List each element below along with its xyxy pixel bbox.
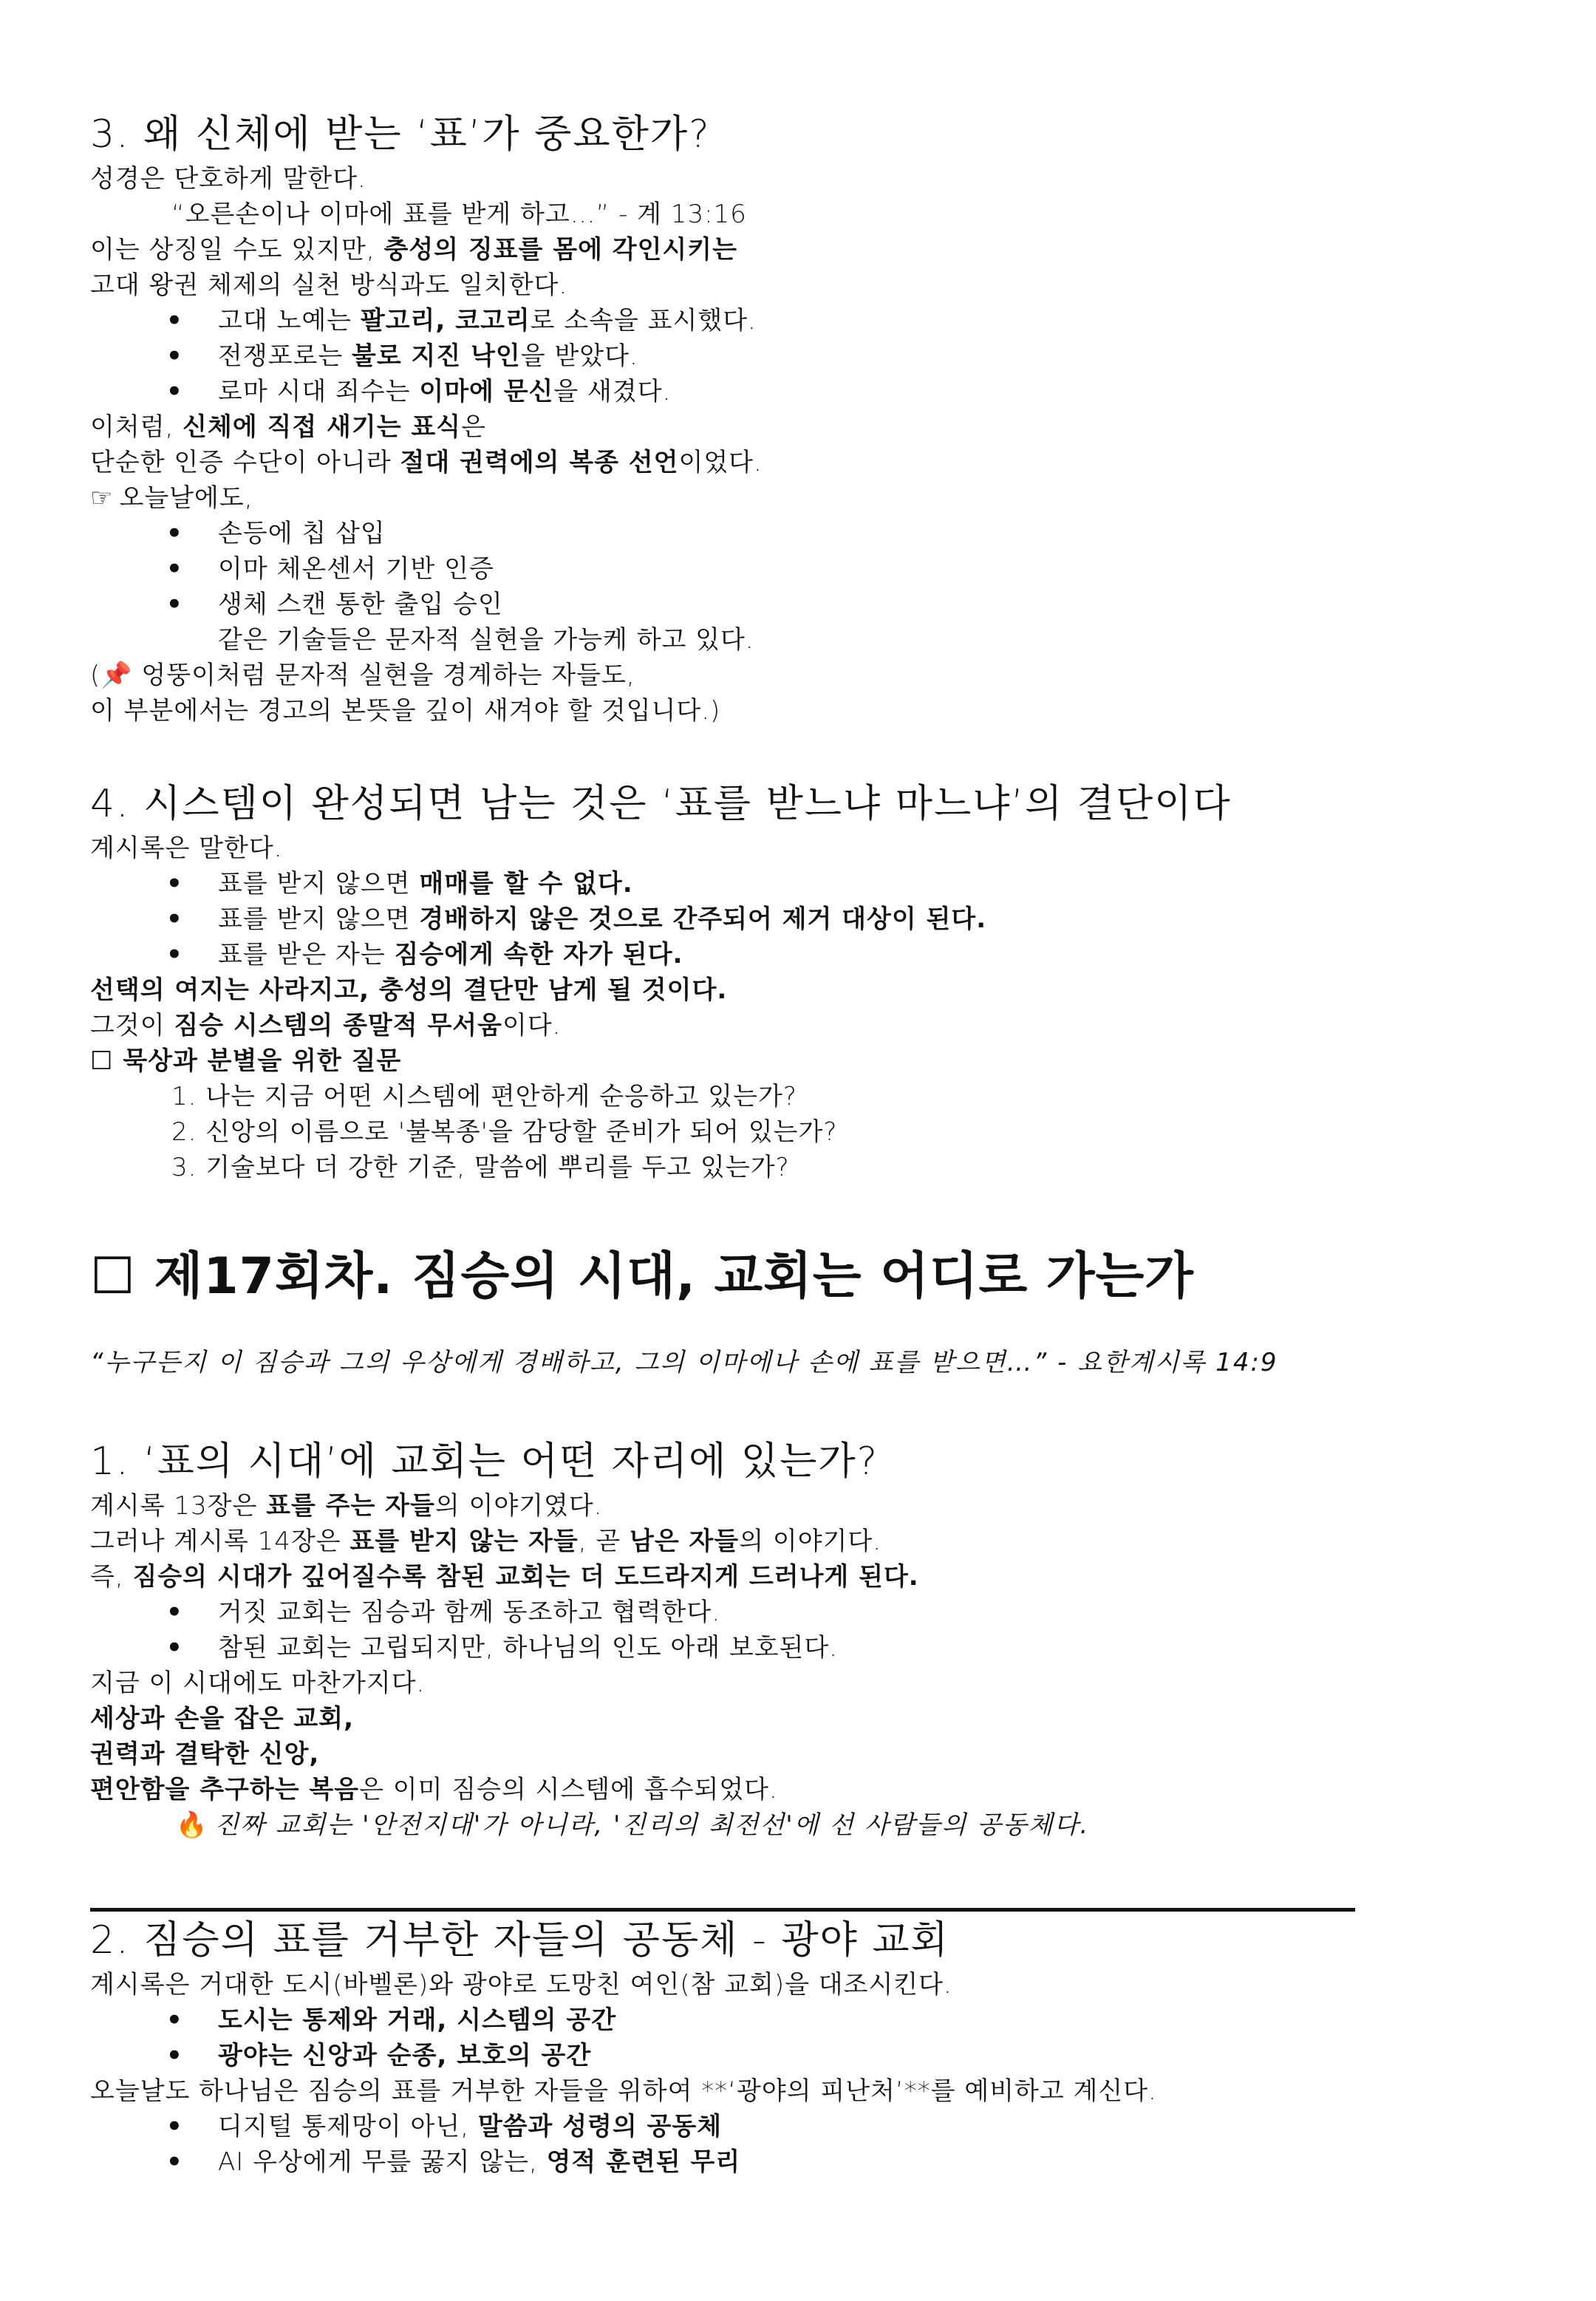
paragraph: 단순한 인증 수단이 아니라 절대 권력에의 복종 선언이었다. xyxy=(90,448,763,477)
note: 이 부분에서는 경고의 본뜻을 깊이 새겨야 할 것입니다.) xyxy=(90,696,721,726)
paragraph: 세상과 손을 잡은 교회, xyxy=(90,1704,355,1734)
paragraph: 고대 왕권 체제의 실천 방식과도 일치한다. xyxy=(90,270,568,300)
paragraph: 즉, 짐승의 시대가 깊어질수록 참된 교회는 더 도드라지게 드러나게 된다. xyxy=(90,1562,919,1592)
paragraph: 선택의 여지는 사라지고, 충성의 결단만 남게 될 것이다. xyxy=(90,975,728,1005)
list-item: • 손등에 칩 삽입 xyxy=(218,516,386,551)
list-item: • 이마 체온센서 기반 인증 xyxy=(218,551,494,587)
paragraph: 계시록 13장은 표를 주는 자들의 이야기였다. xyxy=(90,1491,603,1521)
section-divider xyxy=(90,1908,1355,1912)
list-item: • 로마 시대 죄수는 이마에 문신을 새겼다. xyxy=(218,374,671,409)
subsection-1-heading: 1. ‘표의 시대’에 교회는 어떤 자리에 있는가? xyxy=(90,1439,879,1484)
paragraph: 그러나 계시록 14장은 표를 받지 않는 자들, 곧 남은 자들의 이야기다. xyxy=(90,1527,882,1556)
fire-icon: 🔥 xyxy=(176,1810,209,1840)
episode-title: ☐ 제17회차. 짐승의 시대, 교회는 어디로 가는가 xyxy=(90,1247,1194,1306)
subsection-2-heading: 2. 짐승의 표를 거부한 자들의 공동체 - 광야 교회 xyxy=(90,1918,949,1963)
paragraph: 편안함을 추구하는 복음은 이미 짐승의 시스템에 흡수되었다. xyxy=(90,1775,778,1804)
pushpin-icon: 📌 xyxy=(100,661,133,690)
list-item: • 거짓 교회는 짐승과 함께 동조하고 협력한다. xyxy=(218,1595,720,1630)
list-item: • 고대 노예는 팔고리, 코고리로 소속을 표시했다. xyxy=(218,303,757,338)
paragraph: ☞ 오늘날에도, xyxy=(90,480,253,516)
list-item: • 광야는 신앙과 순종, 보호의 공간 xyxy=(218,2038,591,2073)
note: (📌 엉뚱이처럼 문자적 실현을 경계하는 자들도, xyxy=(90,661,635,690)
paragraph: 권력과 결탁한 신앙, xyxy=(90,1739,320,1769)
list-item: • 생체 스캔 통한 출입 승인 xyxy=(218,587,503,622)
section-4-heading: 4. 시스템이 완성되면 남는 것은 ‘표를 받느냐 마느냐’의 결단이다 xyxy=(90,782,1232,826)
question-heading: ☐ 묵상과 분별을 위한 질문 xyxy=(90,1046,402,1076)
paragraph: 지금 이 시대에도 마찬가지다. xyxy=(90,1668,426,1698)
list-item: • 도시는 통제와 거래, 시스템의 공간 xyxy=(218,2002,616,2038)
paragraph: 계시록은 말한다. xyxy=(90,834,283,863)
paragraph: 같은 기술들은 문자적 실현을 가능케 하고 있다. xyxy=(218,625,754,655)
scripture-quote: “오른손이나 이마에 표를 받게 하고…” - 계 13:16 xyxy=(171,200,747,229)
list-item: • 전쟁포로는 불로 지진 낙인을 받았다. xyxy=(218,338,638,374)
paragraph: 성경은 단호하게 말한다. xyxy=(90,164,366,194)
question-item: 2. 신앙의 이름으로 '불복종'을 감당할 준비가 되어 있는가? xyxy=(171,1117,838,1147)
list-item: • 디지털 통제망이 아닌, 말씀과 성령의 공동체 xyxy=(218,2109,722,2144)
question-item: 3. 기술보다 더 강한 기준, 말씀에 뿌리를 두고 있는가? xyxy=(171,1153,790,1182)
episode-epigraph: “누구든지 이 짐승과 그의 우상에게 경배하고, 그의 이마에나 손에 표를 받으면…” - 요한계시록 14:9 xyxy=(90,1348,1278,1377)
list-item: • 참된 교회는 고립되지만, 하나님의 인도 아래 보호된다. xyxy=(218,1630,838,1666)
paragraph: 오늘날도 하나님은 짐승의 표를 거부한 자들을 위하여 **‘광야의 피난처’**를 예비하고 계신다. xyxy=(90,2076,1157,2106)
list-item: • 표를 받은 자는 짐승에게 속한 자가 된다. xyxy=(218,937,683,972)
paragraph: 그것이 짐승 시스템의 종말적 무서움이다. xyxy=(90,1011,562,1040)
question-item: 1. 나는 지금 어떤 시스템에 편안하게 순응하고 있는가? xyxy=(171,1082,797,1111)
paragraph: 이는 상징일 수도 있지만, 충성의 징표를 몸에 각인시키는 xyxy=(90,235,737,265)
pointing-hand-icon: ☞ xyxy=(90,483,114,513)
list-item: • 표를 받지 않으면 경배하지 않은 것으로 간주되어 제거 대상이 된다. xyxy=(218,901,986,937)
emphasis-line: 🔥 진짜 교회는 '안전지대'가 아니라, '진리의 최전선'에 선 사람들의 공동체다. xyxy=(176,1807,1089,1843)
list-item: • AI 우상에게 무릎 꿇지 않는, 영적 훈련된 무리 xyxy=(218,2144,740,2180)
paragraph: 계시록은 거대한 도시(바벨론)와 광야로 도망친 여인(참 교회)을 대조시킨다. xyxy=(90,1970,952,2000)
section-3-heading: 3. 왜 신체에 받는 ‘표’가 중요한가? xyxy=(90,112,711,157)
paragraph: 이처럼, 신체에 직접 새기는 표식은 xyxy=(90,412,486,442)
list-item: • 표를 받지 않으면 매매를 할 수 없다. xyxy=(218,866,633,901)
